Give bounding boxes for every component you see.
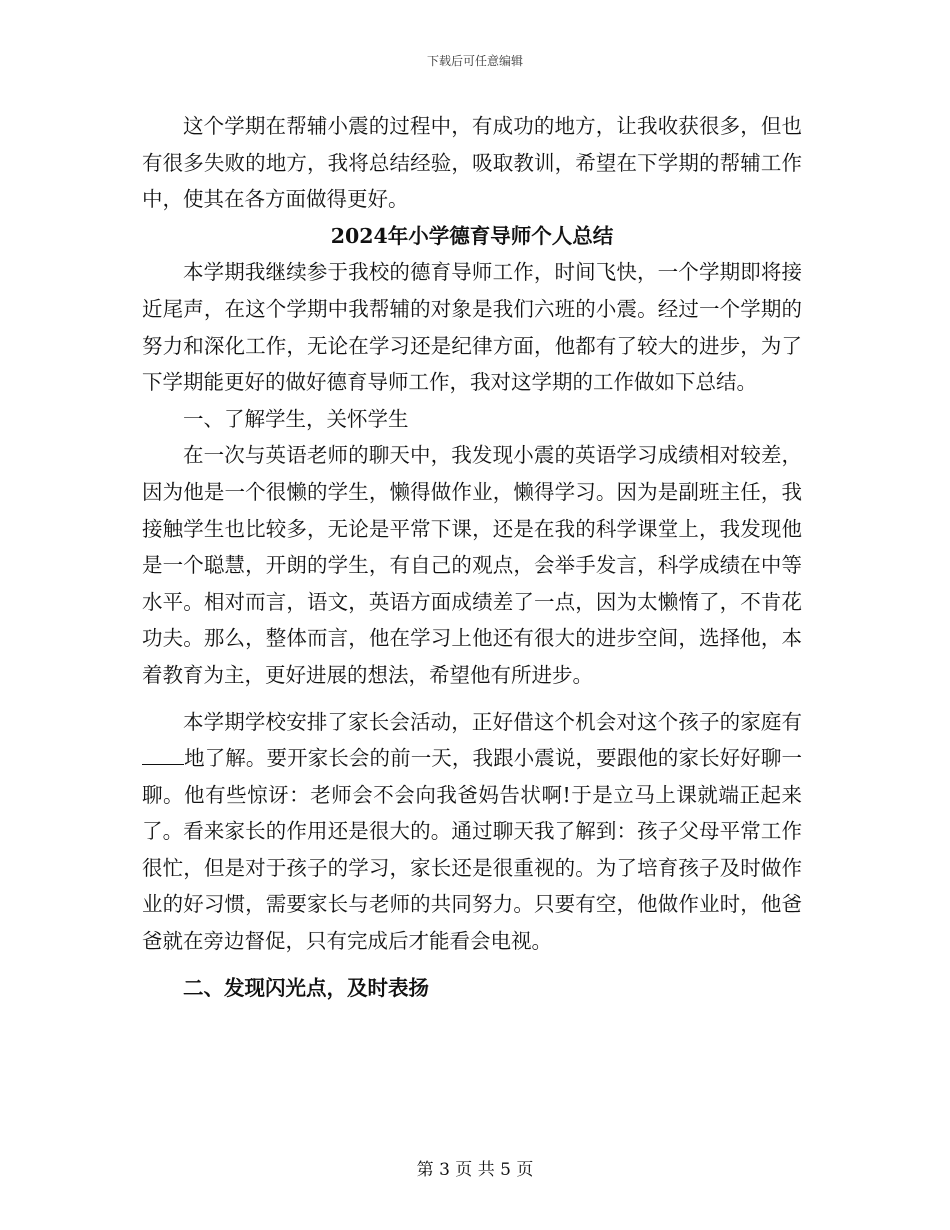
section1-paragraph-1: 在一次与英语老师的聊天中，我发现小震的英语学习成绩相对较差，因为他是一个很懒的学生，懒得做作业，懒得学习。因为是副班主任，我接触学生也比较多，无论是平常下课，还是在我的科学课堂上，我发现他是一个聪慧，开朗的学生，有自己的观点，会举手发言，科学成绩在中等水平。相对而言，语文，英语方面成绩差了一点，因为太懒惰了，不肯花功夫。那么，整体而言，他在学习上他还有很大的进步空间，选择他，本着教育为主，更好进展的想法，希望他有所进步。 xyxy=(142,443,802,687)
header-note: 下载后可任意编辑 xyxy=(426,54,523,68)
section1-paragraph-2 xyxy=(142,704,802,960)
section2-heading: 二、发现闪光点，及时表扬 xyxy=(183,975,429,1000)
section1-heading: 一、了解学生，关怀学生 xyxy=(183,406,409,431)
opening-paragraph: 本学期我继续参于我校的德育导师工作，时间飞快，一个学期即将接近尾声，在这个学期中我帮辅的对象是我们六班的小震。经过一个学期的努力和深化工作，无论在学习还是纪律方面，他都有了较大的进步，为了下学期能更好的做好德育导师工作，我对这学期的工作做如下总结。 xyxy=(142,260,802,395)
document-body xyxy=(142,108,802,1006)
paragraph-text-after-blank: 地了解。要开家长会的前一天，我跟小震说，要跟他的家长好好聊一聊。他有些惊讶：老师会不会向我爸妈告状啊!于是立马上课就端正起来了。看来家长的作用还是很大的。通过聊天我了解到：孩子父母平常工作很忙，但是对于孩子的学习，家长还是很重视的。为了培育孩子及时做作业的好习惯，需要家长与老师的共同努力。只要有空，他做作业时，他爸爸就在旁边督促，只有完成后才能看会电视。 xyxy=(142,746,802,954)
document-title: 2024年小学德育导师个人总结 xyxy=(330,223,614,248)
fill-in-blank xyxy=(142,746,184,765)
paragraph-text-before-blank: 本学期学校安排了家长会活动，正好借这个机会对这个孩子的家庭有 xyxy=(183,709,802,734)
page-number: 第 3 页 共 5 页 xyxy=(416,1160,534,1180)
intro-paragraph: 这个学期在帮辅小震的过程中，有成功的地方，让我收获很多，但也有很多失败的地方，我将总结经验，吸取教训，希望在下学期的帮辅工作中，使其在各方面做得更好。 xyxy=(142,114,802,212)
